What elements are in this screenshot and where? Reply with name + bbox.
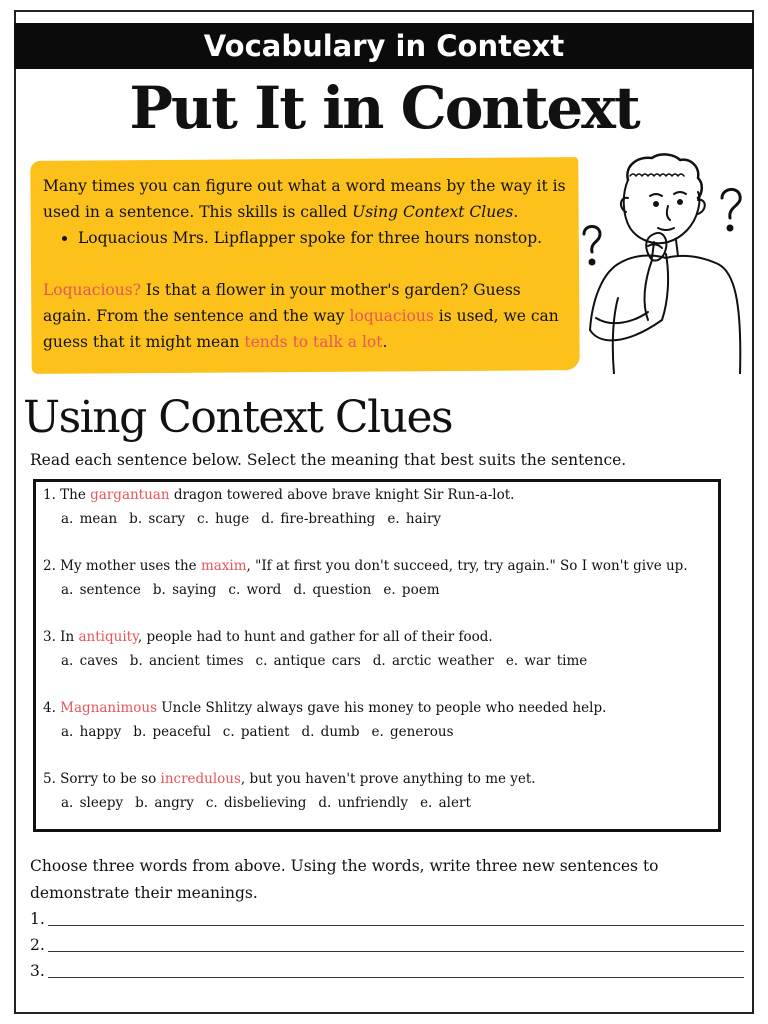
vocab-word: gargantuan — [90, 487, 170, 503]
answer-option[interactable]: a. sleepy — [61, 795, 124, 811]
answer-option[interactable]: c. word — [228, 582, 282, 598]
question-text: dragon towered above brave knight Sir Run-a-lot. — [169, 487, 515, 503]
question-text: 1. The — [43, 487, 91, 503]
instructions: Read each sentence below. Select the meaning that best suits the sentence. — [30, 451, 627, 469]
question-text: , people had to hunt and gather for all of their food. — [137, 629, 493, 645]
intro-list — [43, 225, 568, 251]
answer-line-label: 1. — [30, 910, 45, 928]
answer-option[interactable]: a. happy — [61, 724, 122, 740]
answer-option[interactable]: d. fire-breathing — [261, 511, 376, 527]
answer-option[interactable]: e. poem — [383, 582, 440, 598]
intro-emphasis: Using Context Clues — [352, 203, 514, 221]
vocab-word: Magnanimous — [60, 700, 157, 716]
intro-text — [43, 173, 568, 355]
question-2 — [43, 558, 688, 574]
vocab-word: Loquacious? — [43, 281, 141, 299]
answer-option[interactable]: c. huge — [197, 511, 250, 527]
question-1 — [43, 487, 514, 503]
question-4 — [43, 700, 606, 716]
thinking-boy-illustration — [578, 150, 758, 374]
bottom-border — [14, 1012, 754, 1014]
answer-option[interactable]: e. alert — [420, 795, 471, 811]
question-text: , "If at first you don't succeed, try, try again." So I won't give up. — [246, 558, 688, 574]
options-2 — [61, 582, 452, 598]
answer-option[interactable]: b. scary — [129, 511, 186, 527]
answer-option[interactable]: e. war time — [505, 653, 588, 669]
options-5 — [61, 795, 483, 811]
answer-option[interactable]: b. peaceful — [133, 724, 211, 740]
answer-option[interactable]: b. ancient times — [129, 653, 244, 669]
section-title: Using Context Clues — [23, 392, 453, 443]
question-text: 2. My mother uses the — [43, 558, 201, 574]
options-3 — [61, 653, 599, 669]
options-1 — [61, 511, 453, 527]
answer-line-label: 3. — [30, 962, 45, 980]
answer-option[interactable]: c. antique cars — [255, 653, 361, 669]
question-text: 5. Sorry to be so — [43, 771, 161, 787]
writing-prompt: Choose three words from above. Using the words, write three new sentences to demonstrate their meanings. — [30, 857, 659, 902]
banner: Vocabulary in Context — [14, 23, 754, 69]
intro-text-b: . — [513, 203, 519, 221]
top-border — [14, 10, 754, 12]
vocab-word: loquacious — [349, 307, 434, 325]
vocab-meaning: tends to talk a lot — [244, 333, 383, 351]
answer-line[interactable] — [48, 925, 744, 926]
question-text: , but you haven't prove anything to me yet. — [240, 771, 536, 787]
answer-option[interactable]: d. unfriendly — [318, 795, 409, 811]
answer-option[interactable]: e. generous — [371, 724, 454, 740]
question-text: Uncle Shlitzy always gave his money to people who needed help. — [157, 700, 607, 716]
intro-paragraph-1 — [43, 173, 568, 225]
answer-option[interactable]: a. caves — [61, 653, 118, 669]
answer-option[interactable]: c. disbelieving — [205, 795, 307, 811]
answer-option[interactable]: a. sentence — [61, 582, 141, 598]
intro-paragraph-2 — [43, 277, 568, 355]
answer-option[interactable]: c. patient — [222, 724, 290, 740]
vocab-word: maxim — [200, 558, 247, 574]
question-5 — [43, 771, 536, 787]
answer-line-label: 2. — [30, 936, 45, 954]
page-title: Put It in Context — [129, 74, 639, 142]
question-text: 3. In — [43, 629, 79, 645]
intro-text-a: Many times you can figure out what a word means by the way it is used in a sentence. This skills is called — [43, 177, 566, 221]
answer-line[interactable] — [48, 977, 744, 978]
answer-option[interactable]: e. hairy — [387, 511, 442, 527]
question-3 — [43, 629, 493, 645]
answer-option[interactable]: d. dumb — [301, 724, 360, 740]
answer-option[interactable]: d. arctic weather — [372, 653, 494, 669]
answer-option[interactable]: b. angry — [135, 795, 194, 811]
answer-option[interactable]: b. saying — [152, 582, 217, 598]
answer-line[interactable] — [48, 951, 744, 952]
vocab-word: antiquity — [78, 629, 138, 645]
intro-p2-text-2: is used, we can guess that it might mean — [43, 307, 559, 351]
answer-option[interactable]: a. mean — [61, 511, 118, 527]
intro-p2-text-1: Is that a flower in your mother's garden? Guess again. From the sentence and the way — [43, 281, 521, 325]
answer-option[interactable]: d. question — [293, 582, 372, 598]
question-text: 4. — [43, 700, 61, 716]
intro-p2-text-3: . — [382, 333, 388, 351]
intro-bullet: • Loquacious Mrs. Lipflapper spoke for three hours nonstop. — [78, 225, 568, 251]
options-4 — [61, 724, 466, 740]
vocab-word: incredulous — [160, 771, 241, 787]
